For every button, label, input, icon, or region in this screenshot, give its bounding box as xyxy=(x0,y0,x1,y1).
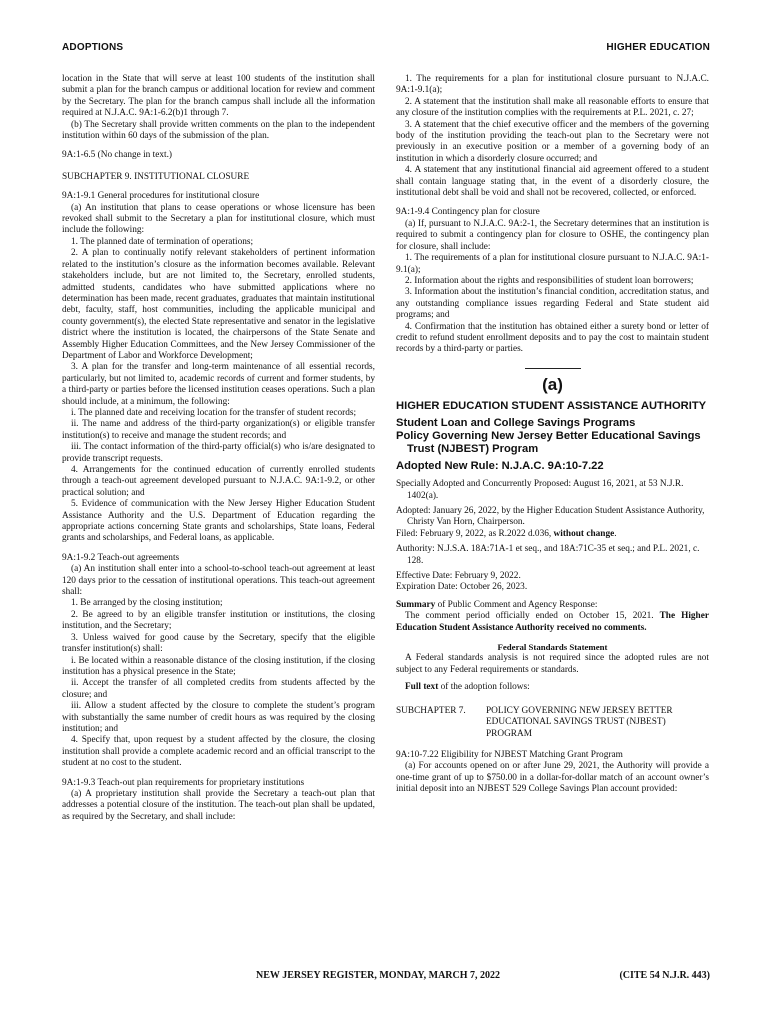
paragraph: 4. Specify that, upon request by a student affected by the closure, the closing institution shall provide a complete academic record and an official transcript to the student at no cost to the student. xyxy=(62,735,375,769)
running-header-left: ADOPTIONS xyxy=(62,42,124,53)
paragraph: 2. A statement that the institution shall make all reasonable efforts to ensure that any closure of the institution complies with the requirements at P.L. 2021, c. 27; xyxy=(396,96,709,119)
footer-citation: (CITE 54 N.J.R. 443) xyxy=(619,970,710,981)
section-heading: 9A:1-9.2 Teach-out agreements xyxy=(62,552,180,563)
paragraph: A Federal standards analysis is not required since the adopted rules are not subject to any Federal requirements or standards. xyxy=(396,653,709,675)
full-text-intro: Full text of the adoption follows: xyxy=(405,682,530,693)
paragraph: 4. Arrangements for the continued education of currently enrolled students through a teach-out agreement developed pursuant to N.J.A.C. 9A:1-9.2, or other practical solution; and xyxy=(62,465,375,498)
paragraph: 4. A statement that any institutional financial aid agreement offered to a student shall contain language stating that, in the event of a disorderly closure, the institutional debt shall be void and shall not be recovered, collected, or enforced. xyxy=(396,165,709,199)
authority-info: Authority: N.J.S.A. 18A:71A-1 et seq., and 18A:71C-35 et seq.; and P.L. 2021, c. 128. xyxy=(396,544,700,566)
subchapter-label: SUBCHAPTER 7. xyxy=(396,705,466,716)
section-heading: 9A:1-9.3 Teach-out plan requirements for proprietary institutions xyxy=(62,777,305,788)
paragraph: (a) A proprietary institution shall provide the Secretary a teach-out plan that addresses a potential closure of the institution. The teach-out plan shall be updated, as required by the Secretary, and shall include: xyxy=(62,788,375,822)
subchapter-heading xyxy=(396,706,709,740)
paragraph: ii. The name and address of the third-party organization(s) or eligible transfer institution(s) to receive and manage the student records; and xyxy=(62,419,375,441)
paragraph: (a) An institution that plans to cease operations or whose licensure has been revoked shall submit to the Secretary a plan for institutional closure, which must include the following: xyxy=(62,202,375,236)
paragraph: ii. Accept the transfer of all completed credits from students affected by the closure; and xyxy=(62,678,375,700)
paragraph: (a) An institution shall enter into a school-to-school teach-out agreement at least 120 days prior to the cessation of institutional operations. This teach-out agreement shall: xyxy=(62,564,375,598)
paragraph: 1. The planned date of termination of operations; xyxy=(71,236,254,247)
paragraph: (a) If, pursuant to N.J.A.C. 9A:2-1, the Secretary determines that an institution is required to submit a contingency plan for closure to OSHE, the contingency plan for closure, shall include: xyxy=(396,218,709,252)
paragraph: 1. Be arranged by the closing institution; xyxy=(71,598,223,609)
left-column xyxy=(62,74,375,823)
paragraph: 2. Be agreed to by an eligible transfer institution or institutions, the closing institution, and the Secretary; xyxy=(62,609,375,632)
section-heading: 9A:10-7.22 Eligibility for NJBEST Matching Grant Program xyxy=(396,749,623,760)
paragraph: 3. A plan for the transfer and long-term maintenance of all essential records, particularly, but not limited to, academic records of current and former students, by a third-party or parties before the licensed institution ceases operations. Such a plan should include, at a minimum, the following: xyxy=(62,362,375,407)
paragraph: 3. A statement that the chief executive officer and the members of the governing body of the institution providing the teach-out plan to the Secretary were not previously in an executive position or a member of a governing body of an institution in which a disorderly closure occurred; and xyxy=(396,119,709,164)
federal-standards-heading: Federal Standards Statement xyxy=(497,642,608,653)
notice-letter: (a) xyxy=(542,374,563,394)
paragraph: The comment period officially ended on October 15, 2021. The Higher Education Student Assistance Authority received no comments. xyxy=(396,611,709,633)
paragraph: 4. Confirmation that the institution has obtained either a surety bond or letter of credit to refund student enrollment deposits and to pay the cost to maintain student records by a third-party or parties. xyxy=(396,321,709,355)
adoption-info: Adopted: January 26, 2022, by the Higher Education Student Assistance Authority, Christy Van Horn, Chairperson. xyxy=(396,506,705,528)
section-heading: 9A:1-9.1 General procedures for institutional closure xyxy=(62,191,260,202)
paragraph: location in the State that will serve at least 100 students of the institution shall submit a plan for the branch campus or additional location for review and comment by the Secretary. The plan for the branch campus shall include all the information required at N.J.A.C. 9A:1-6.2(b)1 through 7. xyxy=(62,74,375,119)
paragraph: 3. Information about the institution’s financial condition, accreditation status, and any outstanding compliance issues regarding Federal and State student aid programs; and xyxy=(396,287,709,321)
filing-info: Filed: February 9, 2022, as R.2022 d.036, without change. xyxy=(396,528,617,539)
paragraph: 5. Evidence of communication with the New Jersey Higher Education Student Assistance Authority and the U.S. Department of Education regarding the appropriate actions concerning State grants and scholarships, State loans, Federal grants and scholarships, and Federal loans, as applicable. xyxy=(62,499,375,544)
footer-publication: NEW JERSEY REGISTER, MONDAY, MARCH 7, 2022 xyxy=(256,970,501,981)
paragraph: i. Be located within a reasonable distance of the closing institution, if the closing institution has a physical presence in the State; xyxy=(62,655,375,677)
rule-title: Policy Governing New Jersey Better Educational Savings Trust (NJBEST) Program xyxy=(396,429,701,456)
section-divider xyxy=(525,368,581,369)
paragraph: 3. Unless waived for good cause by the Secretary, specify that the eligible transfer institution(s) shall: xyxy=(62,632,375,655)
section-heading: 9A:1-9.4 Contingency plan for closure xyxy=(396,207,540,218)
summary-heading: Summary of Public Comment and Agency Response: xyxy=(396,599,598,610)
subchapter-title: POLICY GOVERNING NEW JERSEY BETTER EDUCATIONAL SAVINGS TRUST (NJBEST) PROGRAM xyxy=(486,705,673,739)
running-header-right: HIGHER EDUCATION xyxy=(606,42,710,53)
paragraph: 1. The requirements of a plan for institutional closure pursuant to N.J.A.C. 9A:1-9.1(a); xyxy=(396,253,709,275)
rule-title: Student Loan and College Savings Programs xyxy=(396,416,636,429)
paragraph: (b) The Secretary shall provide written comments on the plan to the independent institution within 60 days of the submission of the plan. xyxy=(62,119,375,142)
paragraph: iii. Allow a student affected by the closure to complete the student’s program with substantially the same number of credit hours as was required by the closing institution; and xyxy=(62,701,375,734)
section-heading: 9A:1-6.5 (No change in text.) xyxy=(62,150,172,161)
paragraph: 1. The requirements for a plan for institutional closure pursuant to N.J.A.C. 9A:1-9.1(a); xyxy=(396,74,709,96)
rule-citation: Adopted New Rule: N.J.A.C. 9A:10-7.22 xyxy=(396,459,604,472)
paragraph: iii. The contact information of the third-party official(s) who is/are designated to provide transcript requests. xyxy=(62,442,375,464)
paragraph: (a) For accounts opened on or after June 29, 2021, the Authority will provide a one-time grant of up to $750.00 in a dollar-for-dollar match of an account owner’s initial deposit into an NJBEST 529 College Savings Plan account provided: xyxy=(396,761,709,795)
subchapter-heading: SUBCHAPTER 9. INSTITUTIONAL CLOSURE xyxy=(62,171,250,182)
proposal-info: Specially Adopted and Concurrently Proposed: August 16, 2021, at 53 N.J.R. 1402(a). xyxy=(396,479,684,501)
agency-heading: HIGHER EDUCATION STUDENT ASSISTANCE AUTHORITY xyxy=(396,400,707,413)
paragraph: 2. Information about the rights and responsibilities of student loan borrowers; xyxy=(405,275,694,286)
paragraph: i. The planned date and receiving location for the transfer of student records; xyxy=(71,407,357,418)
expiration-date: Expiration Date: October 26, 2023. xyxy=(396,582,528,593)
paragraph: 2. A plan to continually notify relevant stakeholders of pertinent information related to the institution’s closure as the information becomes available. Relevant stakeholders include, but are not limited to, the Secretary, enrolled students, admitted students, candidates who have submitted applications where no determination has been made, recent graduates, graduates that maintain institutional debt, faculty, staff, host communities, including the applicable municipal and county government(s), the elected State representative and senator in the legislative district where the institution is located, the chairpersons of the State Senate and Assembly Higher Education Committees, and the New Jersey Commissioner of the Department of Labor and Workforce Development; xyxy=(62,248,375,361)
effective-date: Effective Date: February 9, 2022. xyxy=(396,571,521,582)
right-column xyxy=(396,74,709,796)
